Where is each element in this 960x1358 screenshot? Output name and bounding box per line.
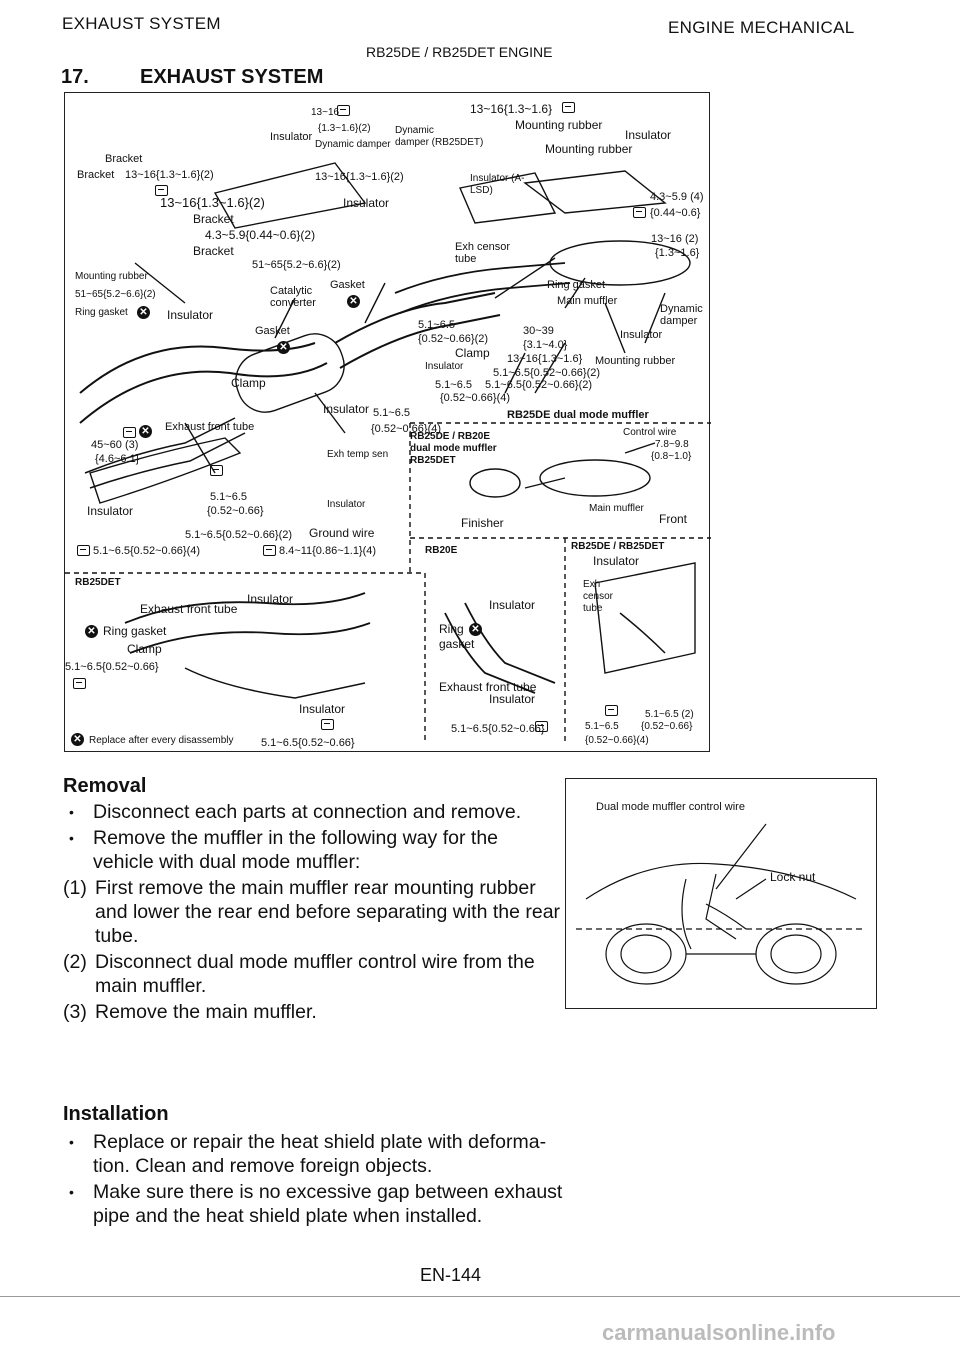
label: Clamp — [231, 376, 266, 390]
label: Catalytic converter — [270, 285, 316, 309]
label: 13~16{1.3~1.6}(2) — [315, 171, 404, 183]
torque-icon — [535, 721, 548, 732]
control-wire-figure — [565, 778, 877, 1009]
label: RB25DET — [75, 577, 121, 588]
label: Ring gasket — [103, 624, 167, 638]
label: Insulator — [327, 499, 366, 510]
label: Main muffler — [589, 503, 644, 514]
label: Insulator (A-LSD) — [470, 173, 525, 196]
label: RB25DET — [410, 455, 456, 466]
label: {0.52~0.66}(4) — [585, 735, 649, 746]
label: 13~16{1.3~1.6}(2) — [125, 169, 214, 181]
label: Ground wire — [309, 526, 375, 540]
label: 5.1~6.5 (2) — [645, 709, 694, 720]
step-number: (2) — [63, 951, 87, 973]
installation-title: Installation — [63, 1103, 169, 1125]
section-number: 17. — [61, 66, 89, 88]
label: {0.52~0.66}(4) — [440, 392, 511, 404]
label: Exhaust front tube — [439, 680, 537, 694]
label: Bracket — [77, 169, 115, 181]
label: 7.8~9.8 — [655, 439, 689, 450]
section-title: EXHAUST SYSTEM — [140, 66, 324, 88]
label: {3.1~4.0} — [523, 339, 568, 351]
footer-divider — [0, 1296, 960, 1297]
torque-icon — [321, 719, 334, 730]
label: Insulator — [489, 692, 536, 706]
header-center: RB25DE / RB25DET ENGINE — [366, 44, 553, 60]
label: {0.44~0.6} — [650, 207, 701, 219]
label: Main muffler — [557, 295, 618, 307]
label: RB25DE dual mode muffler — [507, 409, 649, 421]
label: Bracket — [193, 244, 234, 258]
label: Mounting rubber — [515, 118, 603, 132]
label: 5.1~6.5{0.52~0.66}(2) — [185, 529, 293, 541]
label: 5.1~6.5{0.52~0.66}(2) — [485, 379, 593, 391]
label: {0.8~1.0} — [651, 451, 692, 462]
step-number: (3) — [63, 1001, 87, 1023]
torque-icon — [562, 102, 575, 113]
label: RB20E — [425, 545, 458, 556]
label: Insulator — [343, 196, 390, 210]
label: Bracket — [105, 153, 143, 165]
label: Exh temp sen — [327, 449, 389, 460]
label: 5.1~6.5{0.52~0.66} — [65, 661, 159, 673]
label: 5.1~6.5{0.52~0.66}(4) — [93, 545, 201, 557]
torque-icon — [605, 705, 618, 716]
label: RB25DE / RB20E — [410, 431, 491, 442]
exhaust-system-diagram — [64, 92, 710, 752]
label: Clamp — [127, 642, 162, 656]
header-right: ENGINE MECHANICAL — [668, 18, 855, 37]
torque-icon — [633, 207, 646, 218]
label: Insulator — [593, 554, 640, 568]
label: 51~65{5.2~6.6}(2) — [252, 259, 341, 271]
label: gasket — [439, 637, 475, 651]
replace-icon: ✕ — [469, 623, 482, 636]
label: 5.1~6.5{0.52~0.66} — [261, 737, 355, 749]
label: {0.52~0.66} — [641, 721, 693, 732]
label: Insulator — [620, 329, 663, 341]
label: Gasket — [330, 279, 365, 291]
replace-icon: ✕ — [85, 625, 98, 638]
label: Insulator — [425, 361, 464, 372]
torque-icon — [337, 105, 350, 116]
label: 13~16 (2) — [651, 233, 699, 245]
label: {4.6~6.1} — [95, 453, 140, 465]
label: Insulator — [87, 504, 134, 518]
label: 4.3~5.9{0.44~0.6}(2) — [205, 228, 316, 242]
step-text: First remove the main muffler rear mounting rubber and lower the rear end before separating with the rear tube. — [95, 877, 561, 947]
label: Dynamic damper — [660, 303, 703, 327]
label: 8.4~11{0.86~1.1}(4) — [279, 545, 377, 557]
label: Ring gasket — [547, 279, 606, 291]
label: Insulator — [323, 402, 370, 416]
removal-bullet: • Disconnect each parts at connection and remove. — [63, 800, 563, 824]
label: 30~39 — [523, 325, 554, 337]
label: Ring — [439, 622, 464, 636]
removal-step — [63, 950, 563, 998]
installation-bullet: • Make sure there is no excessive gap between exhaust pipe and the heat shield plate when installed. — [63, 1180, 563, 1228]
replace-icon: ✕ — [71, 733, 84, 746]
label: 5.1~6.5 — [373, 407, 411, 419]
label: {1.3~1.6} — [655, 247, 700, 259]
label: Insulator — [625, 128, 672, 142]
label: Finisher — [461, 516, 504, 530]
replace-icon: ✕ — [137, 306, 150, 319]
label: Dynamic — [395, 125, 434, 136]
fig-label-lock-nut: Lock nut — [770, 870, 816, 884]
watermark: carmanualsonline.info — [602, 1320, 836, 1345]
label: Bracket — [193, 212, 234, 226]
label: RB25DE / RB25DET — [571, 541, 665, 552]
removal-bullet: • Remove the muffler in the following way for the vehicle with dual mode muffler: — [63, 826, 563, 874]
label: {0.52~0.66} — [207, 505, 264, 517]
label: Control wire — [623, 427, 677, 438]
label: Ring gasket — [75, 307, 128, 318]
replace-icon: ✕ — [139, 425, 152, 438]
replace-icon: ✕ — [277, 341, 290, 354]
label: Insulator — [247, 592, 294, 606]
label: Insulator — [489, 598, 536, 612]
label: Insulator — [299, 702, 346, 716]
label: Gasket — [255, 325, 290, 337]
removal-step — [63, 1000, 563, 1024]
torque-icon — [77, 545, 90, 556]
control-wire-drawing — [566, 779, 876, 1008]
label: 5.1~6.5{0.52~0.66} — [451, 723, 545, 735]
replace-icon: ✕ — [347, 295, 360, 308]
label: 13~16{1.3~1.6}(2) — [160, 195, 265, 210]
installation-body — [63, 1130, 563, 1230]
removal-body — [63, 800, 563, 1026]
label: {1.3~1.6}(2) — [318, 123, 371, 134]
step-text: Disconnect dual mode muffler control wire from the main muffler. — [95, 951, 535, 997]
torque-icon — [73, 678, 86, 689]
label: 4.3~5.9 (4) — [650, 191, 704, 203]
label: Exhaust front tube — [165, 421, 255, 433]
header-left: EXHAUST SYSTEM — [62, 14, 221, 33]
label: {0.52~0.66}(2) — [418, 333, 489, 345]
torque-icon — [210, 465, 223, 476]
label: Mounting rubber — [75, 271, 148, 282]
label: Clamp — [455, 346, 490, 360]
label: Dynamic damper — [315, 139, 391, 150]
label: Front — [659, 512, 688, 526]
label: damper (RB25DET) — [395, 137, 484, 148]
page-number: EN-144 — [420, 1265, 482, 1285]
label: Exh censor tube — [455, 241, 511, 265]
label: {0.52~0.66}(4) — [371, 423, 442, 435]
label: 5.1~6.5 — [418, 319, 456, 331]
torque-icon — [123, 427, 136, 438]
installation-bullet: • Replace or repair the heat shield plate with deforma-tion. Clean and remove foreign objects. — [63, 1130, 563, 1178]
step-text: Remove the main muffler. — [95, 1001, 317, 1023]
label: 5.1~6.5 — [210, 491, 248, 503]
label: Mounting rubber — [545, 142, 633, 156]
removal-title: Removal — [63, 775, 147, 797]
label: Insulator — [167, 308, 214, 322]
label: Mounting rubber — [595, 355, 676, 367]
label: Insulator — [270, 131, 313, 143]
label: 5.1~6.5 — [435, 379, 473, 391]
label: 13~16{1.3~1.6} — [470, 102, 553, 116]
label: 13~16 — [311, 107, 340, 118]
label: Replace after every disassembly — [89, 735, 234, 746]
label: Exhaust front tube — [140, 602, 238, 616]
label: 5.1~6.5 — [585, 721, 619, 732]
label: 51~65{5.2~6.6}(2) — [75, 289, 156, 300]
label: dual mode muffler — [410, 443, 497, 454]
torque-icon — [263, 545, 276, 556]
removal-step — [63, 876, 563, 948]
step-number: (1) — [63, 877, 87, 899]
label: 45~60 (3) — [91, 439, 139, 451]
label: 5.1~6.5{0.52~0.66}(2) — [493, 367, 601, 379]
fig-label-wire: Dual mode muffler control wire — [596, 801, 745, 813]
label: Exh censor tube — [583, 579, 614, 614]
label: 13~16{1.3~1.6} — [507, 353, 583, 365]
